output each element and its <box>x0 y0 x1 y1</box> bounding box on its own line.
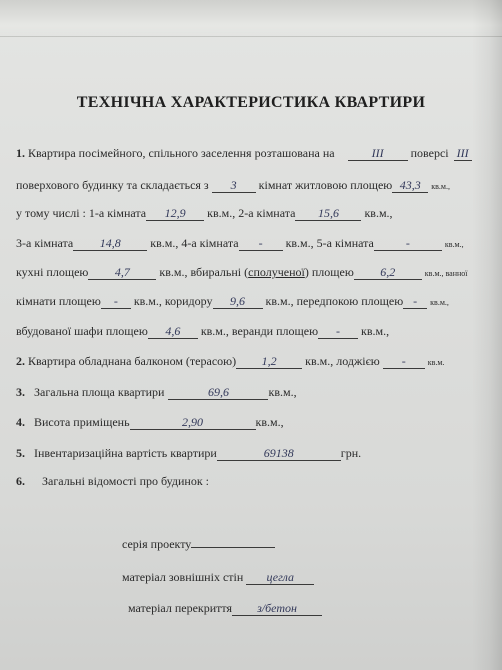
room5-unit: кв.м., <box>444 240 464 249</box>
item5-unit: грн. <box>340 446 362 460</box>
floors-line <box>128 601 322 616</box>
wc-value: 6,2 <box>354 266 422 280</box>
item3-unit: кв.м., <box>268 385 297 399</box>
total-area-value: 69,6 <box>168 386 268 400</box>
item3-line <box>16 385 297 400</box>
closet-value: 4,6 <box>148 325 198 339</box>
rooms-value: 3 <box>212 179 256 193</box>
veranda-value: - <box>318 325 358 339</box>
item6-number: 6. <box>16 474 25 488</box>
bath-value: - <box>101 295 131 309</box>
room4-label: кв.м., 4-а кімната <box>150 236 239 250</box>
item1-text-a: Квартира посімейного, спільного заселення розташована на <box>28 146 335 160</box>
item1-line7 <box>16 324 389 339</box>
room5-value: - <box>374 237 442 251</box>
room3-label: 3-а кімната <box>16 236 74 250</box>
item2-line <box>16 354 444 370</box>
series-label: серія проекту <box>122 537 192 551</box>
item4-number: 4. <box>16 415 25 429</box>
corridor-value: 9,6 <box>213 295 263 309</box>
item5-number: 5. <box>16 446 25 460</box>
room5-label: кв.м., 5-а кімната <box>285 236 374 250</box>
item1-line3 <box>16 206 393 221</box>
item2-text-b: кв.м., лоджією <box>305 354 380 368</box>
walls-label: матеріал зовнішніх стін <box>122 570 244 584</box>
hall-label: кв.м., передпокою площею <box>265 294 404 308</box>
kitchen-value: 4,7 <box>88 266 156 280</box>
inventory-value: 69138 <box>217 447 341 461</box>
item6-text: Загальні відомості про будинок : <box>42 474 210 488</box>
item1-text-d: кімнат житловою площею <box>258 178 393 192</box>
loggia-unit: кв.м. <box>427 358 445 367</box>
item5-line <box>16 446 361 461</box>
total-floors-value: III <box>454 147 472 161</box>
item5-text: Інвентаризаційна вартість квартири <box>34 446 217 460</box>
series-line <box>122 537 275 551</box>
floor-value: III <box>348 147 408 161</box>
item1-line4 <box>16 236 464 252</box>
height-value: 2,90 <box>130 416 256 430</box>
item1-line2 <box>16 178 450 194</box>
item1-line1 <box>16 146 472 161</box>
wc-label-b: ) площею <box>304 265 354 279</box>
item2-number: 2. <box>16 354 25 368</box>
item1-line6 <box>16 294 449 310</box>
series-value <box>191 547 275 548</box>
closet-label: вбудованої шафи площею <box>16 324 148 338</box>
room3-value: 14,8 <box>73 237 147 251</box>
veranda-unit: кв.м., <box>361 324 390 338</box>
floors-label: матеріал перекриття <box>128 601 233 615</box>
room2-label: кв.м., 2-а кімната <box>207 206 296 220</box>
item3-text: Загальна площа квартири <box>34 385 165 399</box>
bath-label-b: кімнати площею <box>16 294 101 308</box>
item2-text-a: Квартира обладнана балконом (терасою) <box>28 354 237 368</box>
room2-value: 15,6 <box>295 207 361 221</box>
living-area-unit: кв.м., <box>431 182 450 191</box>
kitchen-label: кухні площею <box>16 265 89 279</box>
corridor-label: кв.м., коридору <box>133 294 213 308</box>
item1-number: 1. <box>16 146 25 160</box>
loggia-value: - <box>383 355 425 369</box>
bath-label-a: кв.м., ванної <box>424 269 468 278</box>
balcony-value: 1,2 <box>236 355 302 369</box>
item4-text: Висота приміщень <box>34 415 130 429</box>
wc-label-combined: сполученої <box>248 265 305 279</box>
item6-line <box>16 474 209 488</box>
item4-unit: кв.м., <box>255 415 284 429</box>
walls-line <box>122 570 314 585</box>
room1-label: у тому числі : 1-а кімната <box>16 206 147 220</box>
room2-unit: кв.м., <box>364 206 393 220</box>
document-title: ТЕХНІЧНА ХАРАКТЕРИСТИКА КВАРТИРИ <box>76 94 426 111</box>
floors-value: з/бетон <box>232 602 322 616</box>
item4-line <box>16 415 284 430</box>
veranda-label: кв.м., веранди площею <box>200 324 319 338</box>
hall-unit: кв.м., <box>430 298 449 307</box>
room1-value: 12,9 <box>146 207 204 221</box>
item3-number: 3. <box>16 385 25 399</box>
item1-line5 <box>16 265 468 281</box>
item1-text-b: поверсі <box>410 146 449 160</box>
living-area-value: 43,3 <box>392 179 428 193</box>
room4-value: - <box>239 237 283 251</box>
walls-value: цегла <box>246 571 314 585</box>
paper-fold-shadow <box>0 0 502 37</box>
item1-text-c: поверхового будинку та складається з <box>16 178 209 192</box>
wc-label-a: кв.м., вбиральні ( <box>159 265 249 279</box>
hall-value: - <box>403 295 427 309</box>
